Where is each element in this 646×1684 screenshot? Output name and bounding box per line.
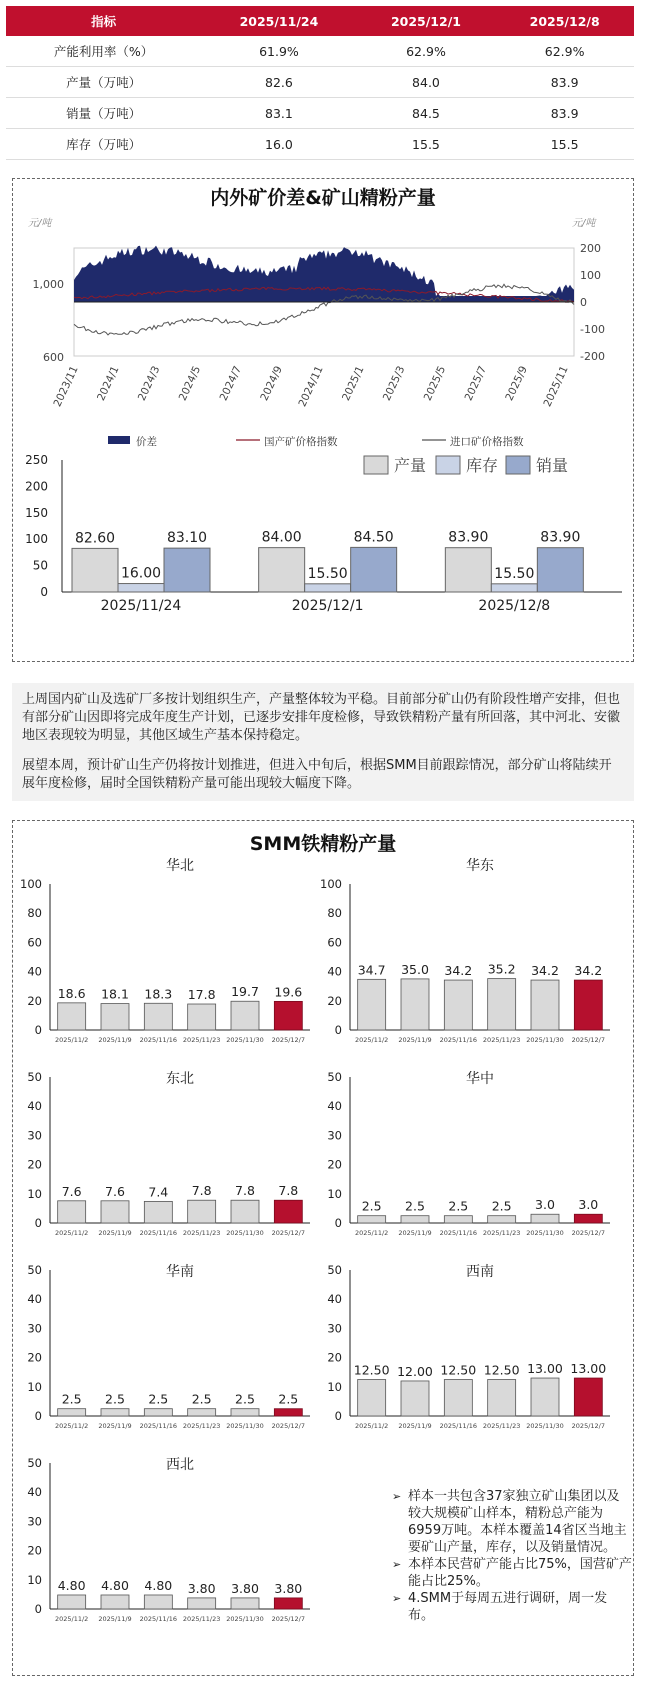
data-label: 83.90 bbox=[540, 529, 581, 546]
y-tick-label: 20 bbox=[27, 1157, 42, 1172]
bar bbox=[101, 1409, 129, 1416]
date-label: 2025/11/23 bbox=[482, 1422, 521, 1430]
legend-swatch bbox=[364, 456, 388, 474]
region-title: 华北 bbox=[166, 858, 194, 874]
y-tick-label: 30 bbox=[27, 1514, 42, 1529]
cell: 16.0 bbox=[201, 129, 356, 160]
data-label: 15.50 bbox=[494, 565, 535, 582]
date-label: 2025/11/9 bbox=[398, 1036, 432, 1044]
data-label: 4.80 bbox=[57, 1577, 86, 1593]
legend-label: 销量 bbox=[536, 456, 569, 475]
date-label: 2025/11/30 bbox=[226, 1229, 264, 1237]
region-chart bbox=[20, 1433, 320, 1625]
data-label: 12.50 bbox=[353, 1362, 390, 1378]
y-tick-label: 40 bbox=[327, 1292, 342, 1307]
data-label: 2.5 bbox=[235, 1391, 255, 1407]
data-label: 7.8 bbox=[235, 1183, 255, 1199]
x-tick-label: 2023/11 bbox=[51, 364, 81, 409]
y-tick-label: 50 bbox=[27, 1456, 42, 1470]
cell: 83.9 bbox=[495, 67, 634, 98]
date-label: 2025/11/23 bbox=[182, 1036, 221, 1044]
bar bbox=[531, 980, 559, 1030]
bar bbox=[58, 1595, 86, 1609]
data-label: 16.00 bbox=[120, 565, 162, 582]
y-tick-label: 100 bbox=[25, 532, 48, 547]
arrow-bullet-icon: ➢ bbox=[392, 1490, 402, 1503]
region-title: 华中 bbox=[466, 1071, 494, 1087]
data-label: 2.5 bbox=[61, 1391, 82, 1407]
region-chart bbox=[320, 1047, 620, 1239]
cell: 62.9% bbox=[495, 36, 634, 67]
bar bbox=[401, 1216, 429, 1223]
bar bbox=[537, 548, 583, 592]
data-label: 3.0 bbox=[578, 1197, 599, 1213]
right-tick: 100 bbox=[580, 269, 601, 282]
data-label: 34.2 bbox=[444, 963, 473, 979]
category-label: 2025/12/8 bbox=[478, 598, 551, 614]
date-label: 2025/11/16 bbox=[139, 1615, 178, 1623]
table-row bbox=[6, 36, 634, 67]
row-label: 销量（万吨） bbox=[6, 98, 201, 129]
bar bbox=[305, 584, 351, 592]
region-title: 西南 bbox=[466, 1264, 494, 1280]
y-tick-label: 30 bbox=[327, 1128, 342, 1143]
data-label: 17.8 bbox=[187, 987, 216, 1003]
right-unit-label: 元/吨 bbox=[572, 218, 596, 229]
date-label: 2025/11/2 bbox=[354, 1422, 389, 1430]
table-row bbox=[6, 67, 634, 98]
x-tick-label: 2025/9 bbox=[503, 364, 530, 403]
y-tick-label: 20 bbox=[27, 1543, 42, 1558]
date-label: 2025/11/23 bbox=[182, 1229, 221, 1237]
date-label: 2025/11/16 bbox=[139, 1229, 178, 1237]
legend-swatch bbox=[436, 456, 460, 474]
arrow-bullet-icon: ➢ bbox=[392, 1592, 402, 1605]
data-label: 2.5 bbox=[191, 1391, 212, 1407]
y-tick-label: 10 bbox=[327, 1186, 342, 1201]
bar bbox=[259, 548, 305, 592]
y-tick-label: 0 bbox=[40, 585, 48, 599]
y-tick-label: 100 bbox=[20, 877, 42, 891]
cell: 62.9% bbox=[357, 36, 496, 67]
legend-label: 进口矿价格指数 bbox=[450, 436, 524, 448]
bar bbox=[444, 980, 472, 1030]
y-tick-label: 0 bbox=[34, 1602, 42, 1616]
commentary-paragraph: 展望本周，预计矿山生产仍将按计划推进，但进入中旬后，根据SMM目前跟踪情况，部分矿山将陆续开展年度检修，届时全国铁精粉产量可能出现较大幅度下降。 bbox=[22, 758, 612, 791]
bar bbox=[358, 1380, 386, 1417]
legend-label: 产量 bbox=[394, 456, 427, 475]
arrow-bullet-icon: ➢ bbox=[392, 1558, 402, 1571]
data-label: 2.5 bbox=[361, 1198, 382, 1214]
left-unit-label: 元/吨 bbox=[28, 218, 52, 229]
data-label: 7.8 bbox=[278, 1183, 299, 1199]
date-label: 2025/12/7 bbox=[271, 1229, 306, 1237]
data-label: 34.7 bbox=[357, 962, 386, 978]
kpi-header: 2025/11/24 bbox=[201, 6, 356, 36]
y-tick-label: 0 bbox=[334, 1216, 342, 1230]
y-tick-label: 10 bbox=[27, 1186, 42, 1201]
row-label: 库存（万吨） bbox=[6, 129, 201, 160]
legend-label: 库存 bbox=[466, 456, 499, 475]
date-label: 2025/11/2 bbox=[354, 1229, 389, 1237]
y-tick-label: 50 bbox=[27, 1070, 42, 1084]
right-tick: 200 bbox=[580, 242, 601, 255]
cell: 84.5 bbox=[357, 98, 496, 129]
bar bbox=[445, 548, 491, 592]
date-label: 2025/11/2 bbox=[54, 1229, 89, 1237]
y-tick-label: 40 bbox=[327, 1099, 342, 1114]
data-label: 2.5 bbox=[148, 1391, 169, 1407]
table-row bbox=[6, 98, 634, 129]
data-label: 34.2 bbox=[574, 963, 603, 979]
data-label: 13.00 bbox=[527, 1361, 563, 1377]
bar bbox=[231, 1409, 259, 1416]
bar bbox=[101, 1201, 129, 1223]
bar bbox=[444, 1216, 472, 1223]
y-tick-label: 30 bbox=[327, 1321, 342, 1336]
y-tick-label: 10 bbox=[27, 1572, 42, 1587]
y-tick-label: 150 bbox=[25, 505, 48, 520]
bar bbox=[531, 1378, 559, 1416]
y-tick-label: 30 bbox=[27, 1128, 42, 1143]
bar bbox=[231, 1001, 259, 1030]
bar bbox=[488, 1216, 516, 1223]
date-label: 2025/11/9 bbox=[98, 1422, 132, 1430]
x-tick-label: 2025/1 bbox=[340, 364, 367, 403]
y-tick-label: 20 bbox=[327, 993, 342, 1008]
kpi-table bbox=[6, 6, 634, 160]
date-label: 2025/11/30 bbox=[526, 1036, 564, 1044]
date-label: 2025/12/7 bbox=[571, 1036, 606, 1044]
data-label: 19.6 bbox=[274, 984, 303, 1000]
row-label: 产能利用率（%） bbox=[6, 36, 201, 67]
panel1-title: 内外矿价差&矿山精粉产量 bbox=[210, 187, 436, 209]
data-label: 84.50 bbox=[353, 529, 394, 546]
x-tick-label: 2025/3 bbox=[380, 364, 408, 403]
data-label: 15.50 bbox=[307, 565, 348, 582]
region-title: 华南 bbox=[166, 1264, 194, 1280]
data-label: 82.60 bbox=[74, 530, 116, 547]
bar bbox=[274, 1200, 302, 1223]
bar bbox=[164, 548, 210, 592]
spread-area bbox=[74, 246, 574, 302]
bar bbox=[144, 1201, 172, 1223]
data-label: 3.80 bbox=[231, 1580, 259, 1596]
region-title: 华东 bbox=[466, 858, 494, 874]
data-label: 2.5 bbox=[491, 1198, 512, 1214]
date-label: 2025/11/2 bbox=[54, 1422, 89, 1430]
bar bbox=[574, 1214, 602, 1223]
legend-swatch bbox=[506, 456, 530, 474]
data-label: 35.2 bbox=[487, 961, 516, 977]
cell: 83.1 bbox=[201, 98, 356, 129]
y-tick-label: 250 bbox=[25, 453, 48, 467]
y-tick-label: 60 bbox=[27, 935, 42, 950]
data-label: 35.0 bbox=[401, 961, 429, 977]
x-tick-label: 2025/7 bbox=[462, 364, 490, 403]
cell: 61.9% bbox=[201, 36, 356, 67]
y-tick-label: 100 bbox=[320, 877, 342, 891]
date-label: 2025/12/7 bbox=[271, 1422, 306, 1430]
bar bbox=[358, 979, 386, 1030]
commentary-paragraph: 上周国内矿山及选矿厂多按计划组织生产，产量整体较为平稳。目前部分矿山仍有阶段性增产安排，但也有部分矿山因即将完成年度生产计划，已逐步安排年度检修，导致铁精粉产量有所回落，其中河北、安徽地区表现较为明显，其他区域生产基本保持稳定。 bbox=[22, 692, 621, 743]
y-tick-label: 0 bbox=[34, 1409, 42, 1423]
bar bbox=[188, 1598, 216, 1609]
y-tick-label: 40 bbox=[27, 964, 42, 979]
data-label: 12.50 bbox=[440, 1362, 477, 1378]
date-label: 2025/11/9 bbox=[98, 1036, 132, 1044]
region-chart bbox=[20, 1240, 320, 1432]
y-tick-label: 40 bbox=[327, 964, 342, 979]
row-label: 产量（万吨） bbox=[6, 67, 201, 98]
y-tick-label: 60 bbox=[327, 935, 342, 950]
bar bbox=[144, 1003, 172, 1030]
cell: 82.6 bbox=[201, 67, 356, 98]
y-tick-label: 10 bbox=[27, 1379, 42, 1394]
bar bbox=[188, 1004, 216, 1030]
data-label: 7.6 bbox=[61, 1183, 82, 1199]
y-tick-label: 20 bbox=[327, 1350, 342, 1365]
date-label: 2025/11/2 bbox=[54, 1036, 89, 1044]
legend-swatch-spread bbox=[108, 436, 130, 444]
x-tick-label: 2024/11 bbox=[296, 364, 326, 409]
left-tick: 1,000 bbox=[32, 278, 64, 291]
bar bbox=[491, 584, 537, 592]
kpi-header: 2025/12/1 bbox=[357, 6, 496, 36]
data-label: 3.0 bbox=[535, 1197, 555, 1213]
y-tick-label: 10 bbox=[327, 1379, 342, 1394]
data-label: 12.50 bbox=[483, 1362, 520, 1378]
y-tick-label: 0 bbox=[334, 1023, 342, 1037]
cell: 84.0 bbox=[357, 67, 496, 98]
data-label: 18.1 bbox=[101, 986, 129, 1002]
right-tick: -100 bbox=[580, 323, 605, 336]
bar bbox=[574, 1378, 602, 1416]
x-tick-label: 2025/5 bbox=[421, 364, 449, 403]
date-label: 2025/11/16 bbox=[439, 1229, 478, 1237]
bar bbox=[144, 1595, 172, 1609]
y-tick-label: 40 bbox=[27, 1485, 42, 1500]
region-title: 西北 bbox=[166, 1457, 194, 1473]
cell: 15.5 bbox=[495, 129, 634, 160]
date-label: 2025/11/16 bbox=[439, 1036, 478, 1044]
date-label: 2025/11/2 bbox=[54, 1615, 89, 1623]
data-label: 7.8 bbox=[191, 1183, 212, 1199]
data-label: 18.3 bbox=[144, 986, 173, 1002]
data-label: 84.00 bbox=[261, 529, 302, 546]
data-label: 19.7 bbox=[231, 984, 259, 1000]
x-tick-label: 2024/1 bbox=[95, 364, 122, 403]
date-label: 2025/11/30 bbox=[526, 1422, 564, 1430]
bar bbox=[488, 979, 516, 1030]
y-tick-label: 0 bbox=[34, 1216, 42, 1230]
bar bbox=[401, 979, 429, 1030]
price-spread-chart bbox=[12, 208, 634, 448]
region-chart bbox=[320, 854, 620, 1046]
bar bbox=[58, 1003, 86, 1030]
y-tick-label: 50 bbox=[27, 1263, 42, 1277]
bar bbox=[101, 1004, 129, 1030]
list-item: ➢ 本样本民营矿产能占比75%，国营矿产能占比25%。 bbox=[392, 1557, 632, 1589]
bar bbox=[58, 1409, 86, 1416]
date-label: 2025/11/23 bbox=[482, 1036, 521, 1044]
data-label: 2.5 bbox=[105, 1391, 125, 1407]
date-label: 2025/11/9 bbox=[98, 1229, 132, 1237]
right-tick: -200 bbox=[580, 350, 605, 363]
data-label: 13.00 bbox=[570, 1361, 607, 1377]
bar bbox=[231, 1200, 259, 1223]
date-label: 2025/11/30 bbox=[526, 1229, 564, 1237]
bar bbox=[231, 1598, 259, 1609]
y-tick-label: 0 bbox=[34, 1023, 42, 1037]
bar bbox=[358, 1216, 386, 1223]
data-label: 3.80 bbox=[274, 1580, 303, 1596]
date-label: 2025/12/7 bbox=[271, 1036, 306, 1044]
data-label: 34.2 bbox=[531, 963, 559, 979]
data-label: 4.80 bbox=[144, 1577, 173, 1593]
bar bbox=[188, 1409, 216, 1416]
x-tick-label: 2024/3 bbox=[135, 364, 163, 403]
bar bbox=[401, 1381, 429, 1416]
y-tick-label: 200 bbox=[25, 479, 48, 494]
x-tick-label: 2024/7 bbox=[217, 364, 245, 403]
category-label: 2025/12/1 bbox=[291, 598, 364, 614]
date-label: 2025/11/23 bbox=[182, 1422, 221, 1430]
y-tick-label: 80 bbox=[327, 906, 342, 921]
date-label: 2025/12/7 bbox=[571, 1422, 606, 1430]
legend-label: 国产矿价格指数 bbox=[264, 436, 338, 448]
data-label: 7.6 bbox=[105, 1183, 125, 1199]
list-item: ➢ 4.SMM于每周五进行调研，周一发布。 bbox=[392, 1591, 608, 1623]
sample-notes bbox=[392, 1488, 632, 1624]
data-label: 4.80 bbox=[101, 1577, 129, 1593]
bar bbox=[531, 1214, 559, 1223]
date-label: 2025/11/30 bbox=[226, 1615, 264, 1623]
date-label: 2025/11/23 bbox=[482, 1229, 521, 1237]
bar bbox=[144, 1409, 172, 1416]
region-chart bbox=[20, 1047, 320, 1239]
table-row bbox=[6, 129, 634, 160]
x-tick-label: 2024/5 bbox=[176, 364, 204, 403]
list-item: ➢ 样本一共包含37家独立矿山集团以及较大规模矿山样本，精粉总产能为6959万吨。本样本覆盖14省区当地主要矿山产量，库存，以及销量情况。 bbox=[392, 1489, 627, 1555]
bar bbox=[444, 1380, 472, 1417]
bar bbox=[274, 1001, 302, 1030]
data-label: 2.5 bbox=[405, 1198, 425, 1214]
cell: 15.5 bbox=[357, 129, 496, 160]
y-tick-label: 50 bbox=[327, 1263, 342, 1277]
y-tick-label: 40 bbox=[27, 1099, 42, 1114]
right-tick: 0 bbox=[580, 296, 587, 309]
date-label: 2025/11/9 bbox=[398, 1422, 432, 1430]
y-tick-label: 20 bbox=[27, 1350, 42, 1365]
y-tick-label: 0 bbox=[334, 1409, 342, 1423]
y-tick-label: 20 bbox=[27, 993, 42, 1008]
date-label: 2025/12/7 bbox=[571, 1229, 606, 1237]
region-title: 东北 bbox=[166, 1071, 194, 1087]
y-tick-label: 80 bbox=[27, 906, 42, 921]
y-tick-label: 40 bbox=[27, 1292, 42, 1307]
x-tick-label: 2025/11 bbox=[541, 364, 571, 409]
data-label: 83.90 bbox=[448, 529, 489, 546]
bar bbox=[58, 1201, 86, 1223]
data-label: 3.80 bbox=[187, 1580, 216, 1596]
kpi-header-row bbox=[6, 6, 634, 36]
cell: 83.9 bbox=[495, 98, 634, 129]
left-tick: 600 bbox=[43, 351, 64, 364]
date-label: 2025/11/16 bbox=[139, 1422, 178, 1430]
y-tick-label: 30 bbox=[27, 1321, 42, 1336]
market-commentary bbox=[12, 683, 634, 801]
bar bbox=[351, 547, 397, 592]
date-label: 2025/12/7 bbox=[271, 1615, 306, 1623]
x-tick-label: 2024/9 bbox=[258, 364, 285, 403]
y-tick-label: 50 bbox=[32, 558, 48, 573]
legend-label: 价差 bbox=[136, 436, 157, 448]
date-label: 2025/11/2 bbox=[354, 1036, 389, 1044]
date-label: 2025/11/9 bbox=[98, 1615, 132, 1623]
data-label: 83.10 bbox=[166, 530, 208, 547]
panel2-title: SMM铁精粉产量 bbox=[249, 833, 397, 855]
data-label: 12.00 bbox=[397, 1363, 433, 1379]
date-label: 2025/11/16 bbox=[139, 1036, 178, 1044]
category-label: 2025/11/24 bbox=[100, 598, 182, 614]
bar bbox=[274, 1598, 302, 1609]
bar bbox=[574, 980, 602, 1030]
bar bbox=[72, 548, 118, 592]
date-label: 2025/11/16 bbox=[439, 1422, 478, 1430]
y-tick-label: 50 bbox=[327, 1070, 342, 1084]
y-tick-label: 20 bbox=[327, 1157, 342, 1172]
region-chart bbox=[20, 854, 320, 1046]
data-label: 2.5 bbox=[278, 1391, 299, 1407]
data-label: 18.6 bbox=[57, 985, 86, 1001]
kpi-header: 指标 bbox=[6, 6, 201, 36]
bar bbox=[274, 1409, 302, 1416]
bar bbox=[118, 584, 164, 592]
bar bbox=[488, 1380, 516, 1417]
data-label: 2.5 bbox=[448, 1198, 469, 1214]
data-label: 7.4 bbox=[148, 1184, 169, 1200]
kpi-header: 2025/12/8 bbox=[495, 6, 634, 36]
bar bbox=[188, 1200, 216, 1223]
bar bbox=[101, 1595, 129, 1609]
production-bar-chart bbox=[12, 452, 634, 660]
date-label: 2025/11/30 bbox=[226, 1422, 264, 1430]
date-label: 2025/11/9 bbox=[398, 1229, 432, 1237]
date-label: 2025/11/30 bbox=[226, 1036, 264, 1044]
date-label: 2025/11/23 bbox=[182, 1615, 221, 1623]
region-chart bbox=[320, 1240, 620, 1432]
